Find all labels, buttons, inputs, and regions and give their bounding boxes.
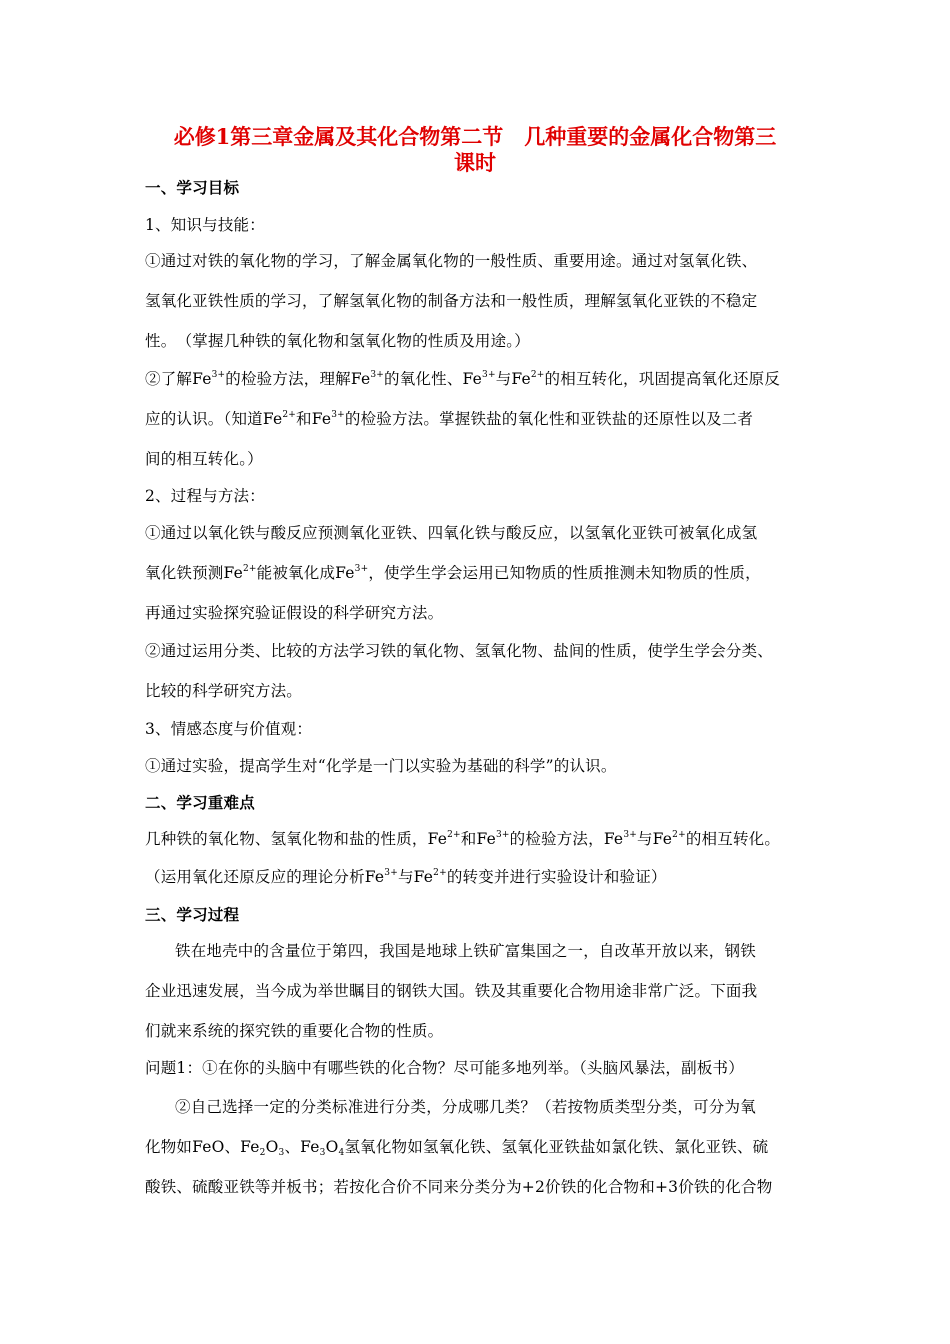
paragraph-line: 化物如FeO、$Fe_2O_3$、$Fe_3O_4$氢氧化物如氢氧化铁、氢氧化亚铁盐如氯化铁、氯化亚铁、硫 bbox=[145, 1138, 769, 1158]
paragraph-line: 性。 （掌握几种铁的氧化物和氢氧化物的性质及用途。） bbox=[145, 332, 530, 350]
subheading-knowledge: 1、知识与技能： bbox=[145, 216, 265, 234]
section-heading-process: 三、学习过程 bbox=[145, 905, 240, 924]
paragraph-line: 几种铁的氧化物、氢氧化物和盐的性质，$Fe^{2+}$和$Fe^{3+}$的检验方法，$Fe^{3+}$与$Fe^{2+}$的相互转化。 bbox=[145, 830, 781, 848]
document-title-line1: 必修1第三章金属及其化合物第二节 几种重要的金属化合物第三 bbox=[173, 124, 777, 149]
section-heading-key-points: 二、学习重难点 bbox=[145, 793, 255, 812]
paragraph-line: 氢氧化亚铁性质的学习，了解氢氧化物的制备方法和一般性质，理解氢氧化亚铁的不稳定 bbox=[145, 292, 758, 310]
paragraph-line: 酸铁、硫酸亚铁等并板书；若按化合价不同来分类分为+2价铁的化合物和+3价铁的化合物 bbox=[145, 1178, 773, 1196]
paragraph-line: （运用氧化还原反应的理论分析$Fe^{3+}$与$Fe^{2+}$的转变并进行实验设计和验证） bbox=[145, 868, 667, 886]
paragraph-line: 再通过实验探究验证假设的科学研究方法。 bbox=[145, 604, 444, 622]
paragraph-line: 们就来系统的探究铁的重要化合物的性质。 bbox=[145, 1022, 444, 1040]
section-heading-objectives: 一、学习目标 bbox=[145, 178, 240, 197]
paragraph-line: 氧化铁预测$Fe^{2+}$能被氧化成$Fe^{3+}$，使学生学会运用已知物质的性质推测未知物质的性质， bbox=[145, 564, 761, 582]
paragraph-line: ②通过运用分类、比较的方法学习铁的氧化物、氢氧化物、盐间的性质，使学生学会分类、 bbox=[145, 642, 774, 660]
paragraph-line: ①通过实验，提高学生对“化学是一门以实验为基础的科学”的认识。 bbox=[145, 757, 617, 775]
paragraph-line: ①通过以氧化铁与酸反应预测氧化亚铁、四氧化铁与酸反应，以氢氧化亚铁可被氧化成氢 bbox=[145, 524, 758, 542]
paragraph-line: 间的相互转化。） bbox=[145, 450, 263, 468]
subheading-emotion: 3、情感态度与价值观： bbox=[145, 720, 313, 738]
paragraph-line: ①通过对铁的氧化物的学习，了解金属氧化物的一般性质、重要用途。通过对氢氧化铁、 bbox=[145, 252, 758, 270]
paragraph-line: ②自己选择一定的分类标准进行分类，分成哪几类？（若按物质类型分类，可分为氧 bbox=[175, 1098, 756, 1116]
document-title-line2: 课时 bbox=[454, 150, 496, 175]
paragraph-line: 铁在地壳中的含量位于第四，我国是地球上铁矿富集国之一，自改革开放以来，钢铁 bbox=[175, 942, 756, 960]
paragraph-line: 企业迅速发展，当今成为举世瞩目的钢铁大国。铁及其重要化合物用途非常广泛。下面我 bbox=[145, 982, 758, 1000]
subheading-process: 2、过程与方法： bbox=[145, 487, 265, 505]
paragraph-line: 比较的科学研究方法。 bbox=[145, 682, 303, 700]
paragraph-line: ②了解$Fe^{3+}$的检验方法，理解$Fe^{3+}$的氧化性、$Fe^{3+}$与$Fe^{2+}$的相互转化，巩固提高氧化还原反 bbox=[145, 370, 781, 388]
paragraph-line: 应的认识。（知道$Fe^{2+}$和$Fe^{3+}$的检验方法。掌握铁盐的氧化性和亚铁盐的还原性以及二者 bbox=[145, 410, 754, 428]
question-line: 问题1：①在你的头脑中有哪些铁的化合物？尽可能多地列举。（头脑风暴法，副板书） bbox=[145, 1059, 744, 1077]
